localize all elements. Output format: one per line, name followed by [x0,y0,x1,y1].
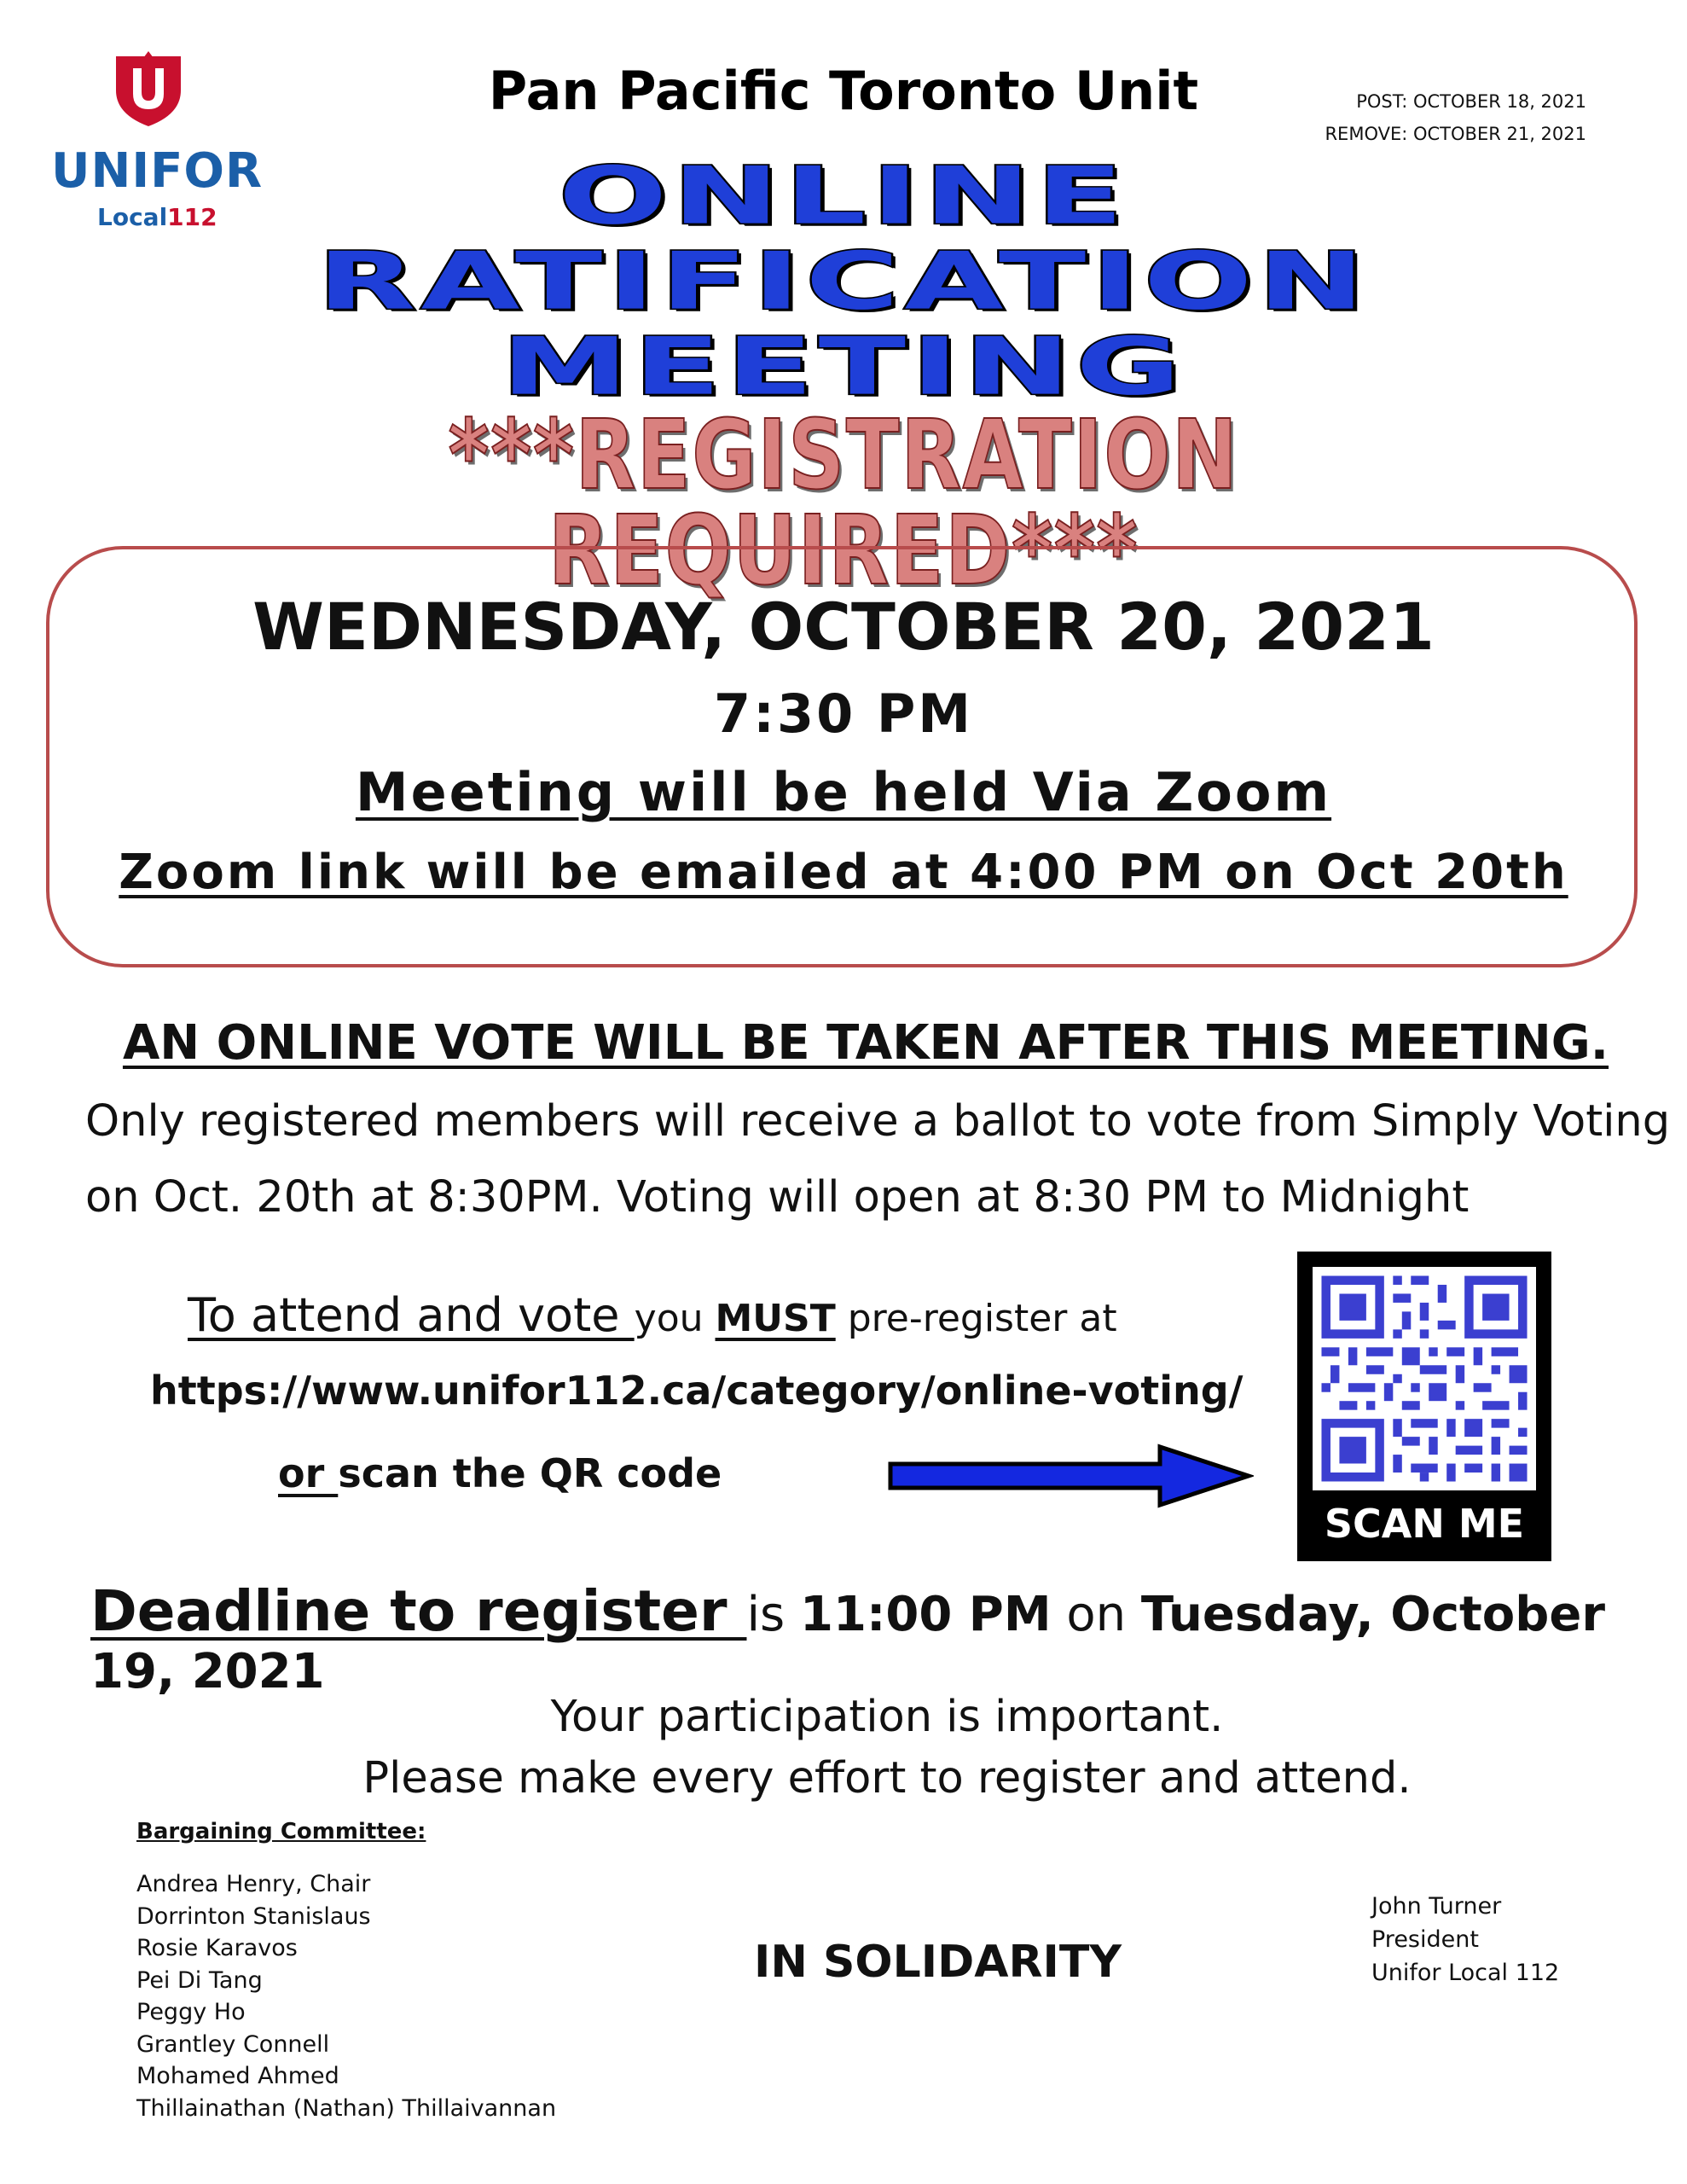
deadline-date: Tuesday, October 19, 2021 [90,1587,1605,1699]
title-line-online: ONLINE [558,150,1129,242]
registration-url[interactable]: https://www.unifor112.ca/category/online-voting/ [150,1368,1244,1414]
event-venue [0,761,1687,823]
committee-member: Dorrinton Stanislaus [136,1902,371,1930]
vote-heading-text: AN ONLINE VOTE WILL BE TAKEN AFTER THIS MEETING. [122,1015,1609,1071]
or-scan-qr [278,1450,722,1496]
in-solidarity: IN SOLIDARITY [754,1937,1122,1988]
registration-required-banner: ***REGISTRATION REQUIRED*** [448,400,1239,607]
scan-text: scan the QR code [338,1450,722,1496]
event-venue-text: Meeting will be held Via Zoom [355,761,1332,823]
attend-prefix: To attend and vote [188,1288,635,1342]
participation-line-2: Please make every effort to register and attend. [362,1753,1412,1804]
arrow-right-icon [887,1442,1254,1510]
signer-name: John Turner [1371,1893,1502,1920]
qr-code-icon [1313,1267,1536,1490]
zoom-link-notice-text: Zoom link will be emailed at 4:00 PM on Oct 20th [119,845,1568,900]
attend-instructions [188,1288,1117,1342]
deadline-label: Deadline to register [90,1578,747,1644]
signature-block [1371,1890,1559,1989]
post-date: POST: OCTOBER 18, 2021 [1356,91,1586,112]
qr-code-card[interactable] [1297,1252,1551,1561]
committee-member: Grantley Connell [136,2030,330,2058]
committee-member: Peggy Ho [136,1999,246,2025]
must-emphasis: MUST [715,1297,836,1340]
vote-heading [0,1015,1687,1071]
deadline-time: 11:00 PM [800,1587,1052,1642]
committee-list [136,1868,556,2124]
committee-member: Pei Di Tang [136,1966,263,1994]
event-time: 7:30 PM [714,682,973,745]
vote-info-line-2: on Oct. 20th at 8:30PM. Voting will open at 8:30 PM to Midnight [85,1172,1470,1223]
event-date: WEDNESDAY, OCTOBER 20, 2021 [252,589,1435,665]
scan-me-label: SCAN ME [1324,1501,1525,1547]
participation-line-1: Your participation is important. [550,1692,1224,1742]
committee-member: Andrea Henry, Chair [136,1871,371,1897]
signer-org: Unifor Local 112 [1371,1960,1560,1986]
logo-local-prefix: Local [97,203,168,231]
committee-member: Mohamed Ahmed [136,2063,339,2089]
vote-info-line-1: Only registered members will receive a ballot to vote from Simply Voting [85,1096,1671,1147]
deadline-is: is [746,1587,801,1642]
attend-mid: you [634,1297,716,1340]
or-word: or [278,1450,339,1496]
title-line-meeting: MEETING [501,321,1186,413]
title-line-ratification: RATIFICATION [316,235,1371,328]
logo-brand: UNIFOR [51,143,264,199]
logo-local-number: 112 [167,203,217,231]
committee-member: Thillainathan (Nathan) Thillaivannan [136,2094,557,2122]
deadline-on: on [1051,1587,1141,1642]
committee-heading: Bargaining Committee: [136,1819,426,1844]
zoom-link-notice [0,845,1687,900]
committee-member: Rosie Karavos [136,1935,298,1961]
attend-suffix: pre-register at [835,1297,1117,1340]
unit-title: Pan Pacific Toronto Unit [488,60,1199,122]
qr-code[interactable] [1313,1267,1536,1490]
registration-deadline [90,1578,1687,1699]
remove-date: REMOVE: OCTOBER 21, 2021 [1325,124,1586,144]
signer-title: President [1371,1926,1479,1953]
